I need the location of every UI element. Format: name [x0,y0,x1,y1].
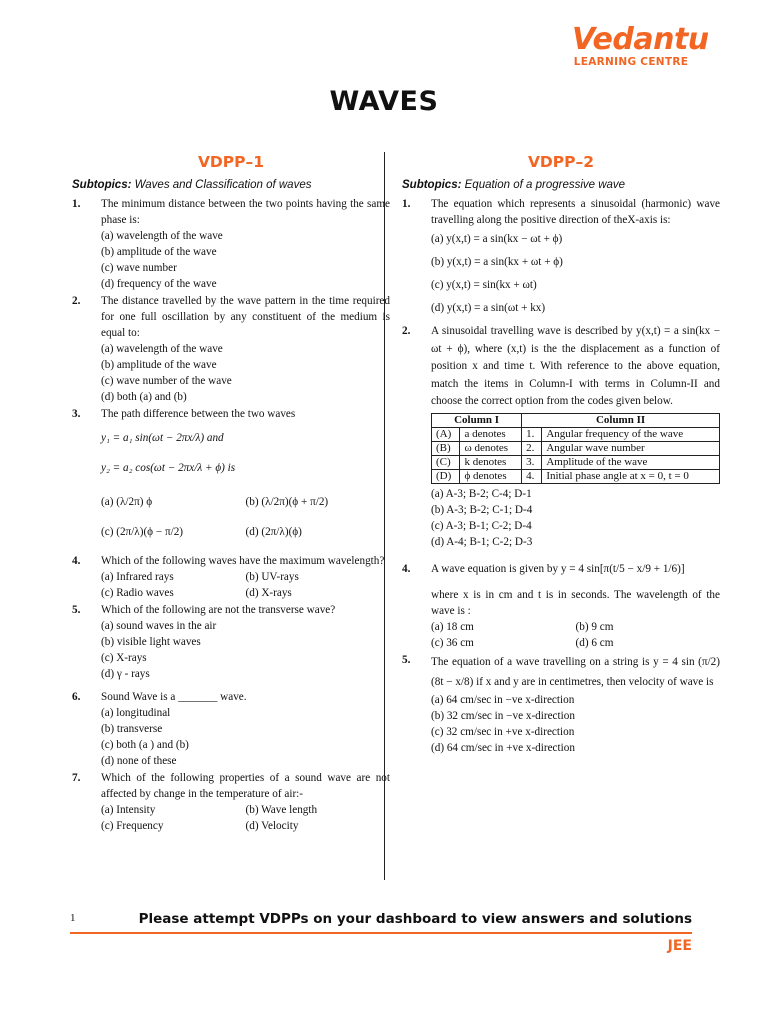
option: (c) A-3; B-1; C-2; D-4 [431,519,532,532]
option: (a) (λ/2π) ϕ [101,496,153,508]
option: (b) y(x,t) = a sin(kx + ωt + ϕ) [431,256,563,268]
option: (d) 64 cm/sec in +ve x-direction [431,741,575,754]
option: (b) (λ/2π)(ϕ + π/2) [245,496,329,508]
option: (a) Intensity [101,804,156,816]
question-text: A sinusoidal travelling wave is described by y(x,t) = a sin(kx − ωt + ϕ), where (x,t) is the the displacement as a function of position x and time t. With reference to the above equation, match the items in Column-I with terms in Column-II and choose the correct option from the codes given below. [431,325,720,407]
option: (d) (2π/λ)(ϕ) [245,526,302,538]
option: (b) visible light waves [101,636,201,648]
option: (c) wave number of the wave [101,375,232,387]
question-4: 4. A wave equation is given by y = 4 sin[π(t/5 − x/9 + 1/6)] where x is in cm and t is in seconds. The wavelength of the wave is : (a) 18 cm (b) 9 cm (c) 36 cm (d) 6 cm [402,562,720,649]
question-text: A wave equation is given by y = 4 sin[π(t/5 − x/9 + 1/6)] [431,562,685,575]
question-5: 5. Which of the following are not the transverse wave? (a) sound waves in the air (b) visible light waves (c) X-rays (d) γ - rays [72,602,390,688]
option: (b) amplitude of the wave [101,359,217,371]
vdpp1-column [72,154,390,834]
question-1: 1. The equation which represents a sinusoidal (harmonic) wave travelling along the positive direction of theX-axis is: (a) y(x,t) = a sin(kx − ωt + ϕ) (b) y(x,t) = a sin(kx + ωt + ϕ) (c) y(x,t) = sin(kx + ωt) (d) y(x,t) = a sin(ωt + kx) [402,198,720,314]
option: (d) Velocity [245,820,299,832]
question-text: The path difference between the two waves [101,408,296,420]
option: (c) wave number [101,262,177,274]
table-row: (A) a denotes 1. Angular frequency of the wave [432,427,720,441]
option: (b) 32 cm/sec in −ve x-direction [431,709,575,722]
option: (a) longitudinal [101,707,171,719]
option: (a) Infrared rays [101,571,174,583]
page-number: 1 [70,912,76,924]
question-text: Sound Wave is a _______ wave. [101,691,247,703]
equation-1: y₁ = a₁ sin(ωt − 2πx/λ) and [101,432,224,444]
question-text: The minimum distance between the two points having the same phase is: [101,198,390,226]
option: (d) 6 cm [575,636,614,649]
match-table [431,413,720,484]
column-2-header: Column II [522,413,720,427]
vdpp2-heading: VDPP–2 [527,153,595,171]
option: (a) A-3; B-2; C-4; D-1 [431,487,532,500]
option: (a) 18 cm [431,620,474,633]
option: (a) y(x,t) = a sin(kx − ωt + ϕ) [431,233,563,245]
option: (d) y(x,t) = a sin(ωt + kx) [431,302,546,314]
table-row: (D) ϕ denotes 4. Initial phase angle at x = 0, t = 0 [432,469,720,483]
option: (c) 32 cm/sec in +ve x-direction [431,725,575,738]
option: (c) y(x,t) = sin(kx + ωt) [431,279,537,291]
exam-tag: JEE [667,938,692,954]
option: (b) UV-rays [245,571,299,583]
option: (b) Wave length [245,804,318,816]
option: (b) amplitude of the wave [101,246,217,258]
option: (d) γ - rays [101,668,150,680]
question-3: 3. The path difference between the two waves y₁ = a₁ sin(ωt − 2πx/λ) and y₂ = a₂ cos(ωt − 2πx/λ + ϕ) is (a) (λ/2π) ϕ (b) (λ/2π)(ϕ + π/2) (c) (2π/λ)(ϕ − π/2) (d) (2π/λ)(ϕ) [72,406,390,552]
option: (c) 36 cm [431,636,474,649]
brand-subtitle: LEARNING CENTRE [573,56,689,68]
option: (b) transverse [101,723,163,735]
column-1-header: Column I [432,413,522,427]
option: (a) wavelength of the wave [101,230,223,242]
vdpp1-subtopic: Subtopics: Waves and Classification of waves [72,179,312,191]
option: (a) 64 cm/sec in −ve x-direction [431,693,575,706]
question-5: 5. The equation of a wave travelling on a string is y = 4 sin (π/2)(8t − x/8) if x and y are in centimetres, then velocity of wave is (a) 64 cm/sec in −ve x-direction (b) 32 cm/sec in −ve x-direction (c) 32 cm/sec in +ve x-direction (d) 64 cm/sec in +ve x-direction [402,653,720,754]
option: (c) Frequency [101,820,164,832]
option: (a) wavelength of the wave [101,343,223,355]
vdpp2-subtopic: Subtopics: Equation of a progressive wave [402,179,626,191]
question-text-2: where x is in cm and t is in seconds. The wavelength of the wave is : [431,588,720,617]
question-2: 2. A sinusoidal travelling wave is described by y(x,t) = a sin(kx − ωt + ϕ), where (x,t) is the the displacement as a function of position x and time t. With reference to the above equation, match the items in Column-I with terms in Column-II and choose the correct option from the codes given below. Column I Column II (A) a denotes 1. Angular frequency of the wave (B) ω denotes 2. Angular wave number (C) k denotes 3. Amplitude of the wave (D) ϕ denotes 4. Initial phase angle at x = 0, t = 0 (a) A-3; B-2; C-4; D-1 (b) A-3; B-2; C-1; D-4 (c) A-3; B-1; C-2; D-4 (d) A-4; B-1; C-2; D-3 [402,325,720,548]
question-6: 6. Sound Wave is a _______ wave. (a) longitudinal (b) transverse (c) both (a ) and (b) (d) none of these [72,689,390,769]
option: (c) Radio waves [101,587,174,599]
question-2: 2. The distance travelled by the wave pattern in the time required for one full oscillation by any constituent of the medium is equal to: (a) wavelength of the wave (b) amplitude of the wave (c) wave number of the wave (d) both (a) and (b) [72,295,390,403]
question-text: The equation which represents a sinusoidal (harmonic) wave travelling along the positive direction of theX-axis is: [431,198,720,226]
brand-name: Vedantu [572,22,709,57]
option: (c) (2π/λ)(ϕ − π/2) [101,526,184,538]
option: (d) A-4; B-1; C-2; D-3 [431,535,533,548]
vdpp2-column [402,154,720,756]
footer-rule [70,932,692,934]
vedantu-logo [572,22,709,68]
option: (b) A-3; B-2; C-1; D-4 [431,503,533,516]
equation-2: y₂ = a₂ cos(ωt − 2πx/λ + ϕ) is [101,462,236,474]
option: (d) X-rays [245,587,292,599]
question-text: Which of the following properties of a sound wave are not affected by change in the temperature of air:- [101,772,390,800]
option: (b) 9 cm [575,620,614,633]
option: (c) both (a ) and (b) [101,739,189,751]
page-title: WAVES [329,86,439,117]
question-7: 7. Which of the following properties of a sound wave are not affected by change in the temperature of air:- (a) Intensity (b) Wave length (c) Frequency (d) Velocity [72,772,390,832]
footer-notice: Please attempt VDPPs on your dashboard to view answers and solutions [138,911,692,927]
option: (d) frequency of the wave [101,278,217,290]
question-text: Which of the following waves have the maximum wavelength? [101,555,385,567]
question-text: Which of the following are not the transverse wave? [101,604,336,616]
option: (a) sound waves in the air [101,620,217,632]
question-text: The equation of a wave travelling on a string is y = 4 sin (π/2)(8t − x/8) if x and y are in centimetres, then velocity of wave is [431,655,720,688]
question-text: The distance travelled by the wave pattern in the time required for one full oscillation by any constituent of the medium is equal to: [101,295,390,339]
vdpp1-heading: VDPP–1 [197,153,265,171]
table-row: (B) ω denotes 2. Angular wave number [432,441,720,455]
question-4: 4. Which of the following waves have the maximum wavelength? (a) Infrared rays (b) UV-rays (c) Radio waves (d) X-rays [72,553,390,601]
table-row: (C) k denotes 3. Amplitude of the wave [432,455,720,469]
option: (d) none of these [101,755,177,767]
question-1: 1. The minimum distance between the two points having the same phase is: (a) wavelength of the wave (b) amplitude of the wave (c) wave number (d) frequency of the wave [72,198,390,290]
option: (d) both (a) and (b) [101,391,187,403]
option: (c) X-rays [101,652,147,664]
